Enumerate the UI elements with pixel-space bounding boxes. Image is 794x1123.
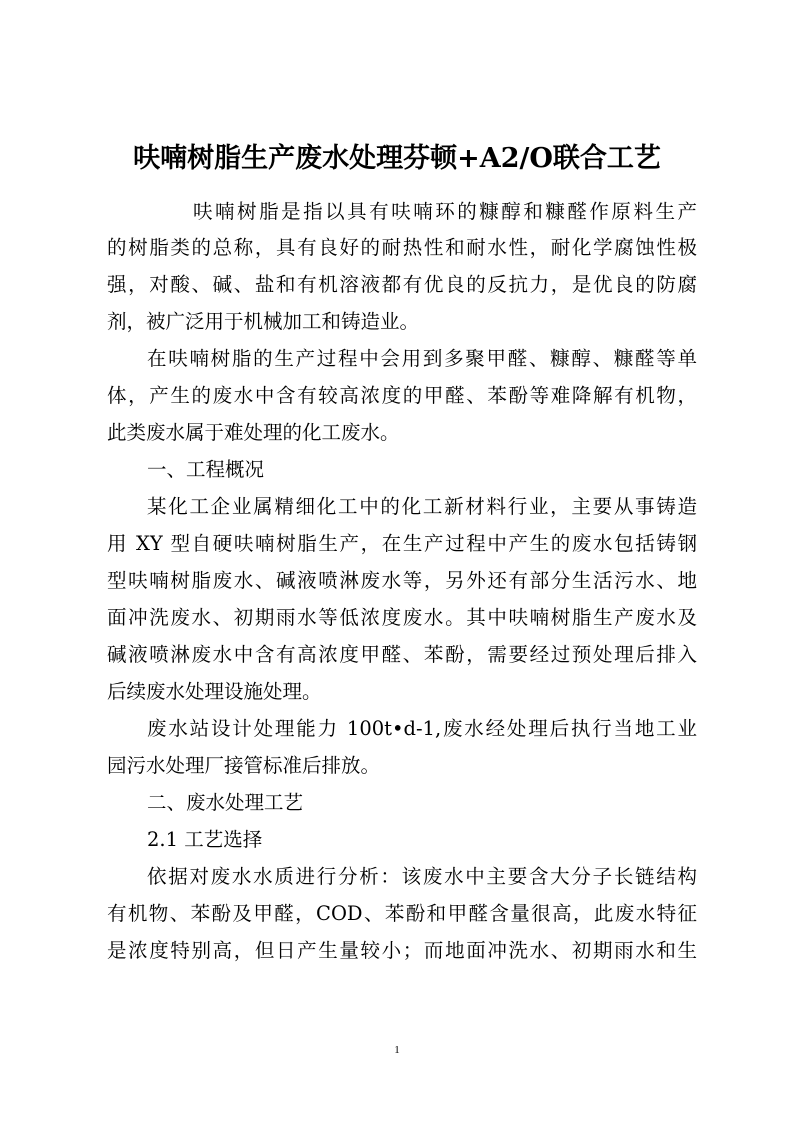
section-heading: 一、工程概况 bbox=[147, 458, 265, 481]
paragraph-line: 在呋喃树脂的生产过程中会用到多聚甲醛、糠醇、糠醛等单 bbox=[147, 347, 697, 370]
paragraph-line: 面冲洗废水、初期雨水等低浓度废水。其中呋喃树脂生产废水及 bbox=[107, 606, 697, 629]
paragraph-line: 用 XY 型自硬呋喃树脂生产，在生产过程中产生的废水包括铸钢 bbox=[107, 532, 697, 555]
paragraph-line: 后续废水处理设施处理。 bbox=[107, 680, 322, 703]
paragraph-line: 此类废水属于难处理的化工废水。 bbox=[107, 421, 400, 444]
section-heading: 二、废水处理工艺 bbox=[147, 791, 304, 814]
paragraph-line: 废水站设计处理能力 100t•d-1,废水经处理后执行当地工业 bbox=[147, 717, 697, 740]
paragraph-line: 呋喃树脂是指以具有呋喃环的糠醇和糠醛作原料生产 bbox=[193, 200, 697, 223]
paragraph-line: 某化工企业属精细化工中的化工新材料行业，主要从事铸造 bbox=[147, 495, 697, 518]
paragraph-line: 型呋喃树脂废水、碱液喷淋废水等，另外还有部分生活污水、地 bbox=[107, 569, 697, 592]
paragraph-line: 是浓度特别高，但日产生量较小；而地面冲洗水、初期雨水和生 bbox=[107, 939, 697, 962]
subsection-heading: 2.1 工艺选择 bbox=[147, 828, 263, 851]
document-title: 呋喃树脂生产废水处理芬顿+A2/O联合工艺 bbox=[133, 143, 661, 174]
paragraph-line: 园污水处理厂接管标准后排放。 bbox=[107, 754, 381, 777]
page-number: 1 bbox=[394, 1044, 400, 1056]
paragraph-line: 有机物、苯酚及甲醛，COD、苯酚和甲醛含量很高，此废水特征 bbox=[107, 902, 697, 925]
paragraph-line: 依据对废水水质进行分析：该废水中主要含大分子长链结构 bbox=[147, 865, 697, 888]
paragraph-line: 的树脂类的总称，具有良好的耐热性和耐水性，耐化学腐蚀性极 bbox=[107, 236, 697, 259]
paragraph-line: 体，产生的废水中含有较高浓度的甲醛、苯酚等难降解有机物， bbox=[107, 384, 697, 407]
paragraph-line: 剂，被广泛用于机械加工和铸造业。 bbox=[107, 310, 420, 333]
paragraph-line: 碱液喷淋废水中含有高浓度甲醛、苯酚，需要经过预处理后排入 bbox=[107, 643, 697, 666]
paragraph-line: 强，对酸、碱、盐和有机溶液都有优良的反抗力，是优良的防腐 bbox=[107, 273, 697, 296]
